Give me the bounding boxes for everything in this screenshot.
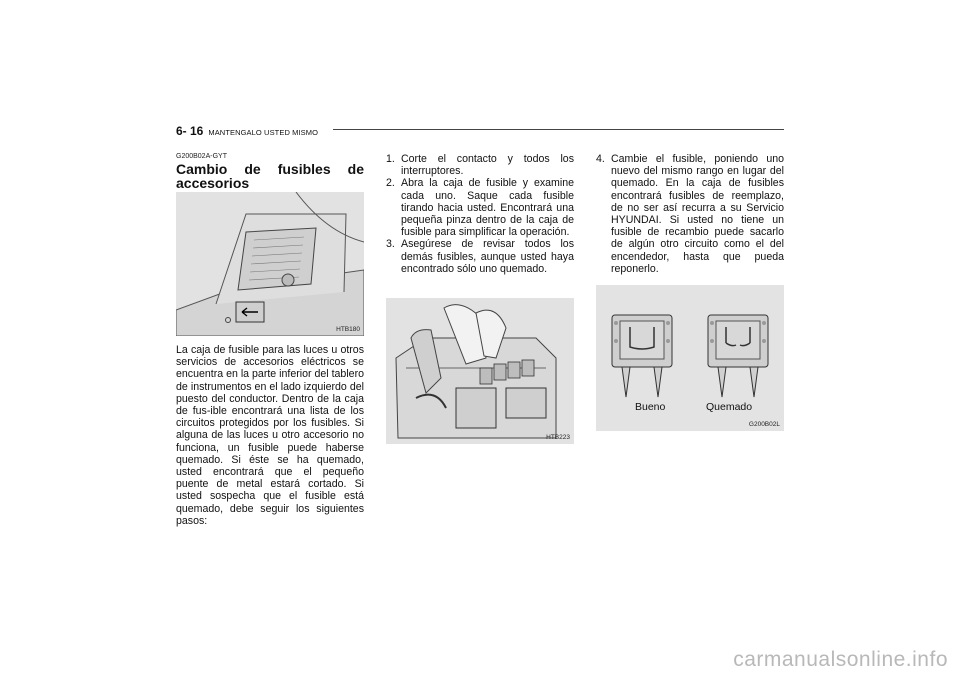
dashboard-fusebox-illustration <box>176 192 364 336</box>
fuses-drawing <box>596 285 784 431</box>
header-rule <box>333 129 784 130</box>
page-number: 6- 16 <box>176 124 204 138</box>
list-item: 2. Abra la caja de fusible y examine cada uno. Saque cada fusible tirando hacia usted. Encontrará una pequeña pinza dentro de la caja de fusible para simplificar la operación. <box>386 177 574 239</box>
heading-word: Cambio <box>176 161 228 177</box>
heading-line2: accesorios <box>176 175 250 191</box>
fuse-blown-label: Quemado <box>706 401 753 413</box>
page-header <box>176 124 318 138</box>
list-item: 1. Corte el contacto y todos los interruptores. <box>386 153 574 178</box>
fuse-good-label: Bueno <box>635 401 666 413</box>
fusebox-hand-drawing <box>386 298 574 444</box>
figure-label: HTB223 <box>546 434 570 441</box>
fuse-removal-illustration <box>386 298 574 444</box>
list-item: 3. Asegúrese de revisar todos los demás fusibles, aunque usted haya encontrado sólo uno quemado. <box>386 238 574 275</box>
steps-list-continued <box>596 153 784 275</box>
dashboard-drawing <box>176 192 364 336</box>
heading-word: fusibles <box>277 161 331 177</box>
heading-word: de <box>244 161 261 177</box>
fuse-comparison-illustration <box>596 285 784 431</box>
section-heading <box>176 162 364 190</box>
section-code: G200B02A-GYT <box>176 153 227 160</box>
watermark: carmanualsonline.info <box>733 648 948 671</box>
figure-label: HTB180 <box>336 326 360 333</box>
body-paragraph: La caja de fusible para las luces u otros servicios de accesorios eléctricos se encuentra en la parte inferior del tablero de instrumentos en el lado izquierdo del puesto del conductor. Dentro de la caja de fus-ible encontrará una lista de los circuitos protegidos por los fusibles. Si alguna de las luces u otro accesorio no funciona, un fusible puede haberse quemado. Si éste se ha quemado, usted encontrará que el pequeño puente de metal estará cortado. Si usted sospecha que el fusible está quemado, debe seguir los siguientes pasos: <box>176 344 364 527</box>
heading-word: de <box>347 161 364 177</box>
figure-label: G200B02L <box>748 421 780 428</box>
steps-list <box>386 153 574 275</box>
list-item: 4. Cambie el fusible, poniendo uno nuevo del mismo rango en lugar del quemado. En la caja de fusibles encontrará fusibles de reemplazo, de no ser así recurra a su Servicio HYUNDAI. Si usted no tiene un fusible de recambio puede sacarlo de algún otro circuito como el del encendedor, hasta que pueda reponerlo. <box>596 153 784 275</box>
section-title: MANTENGALO USTED MISMO <box>208 128 319 137</box>
